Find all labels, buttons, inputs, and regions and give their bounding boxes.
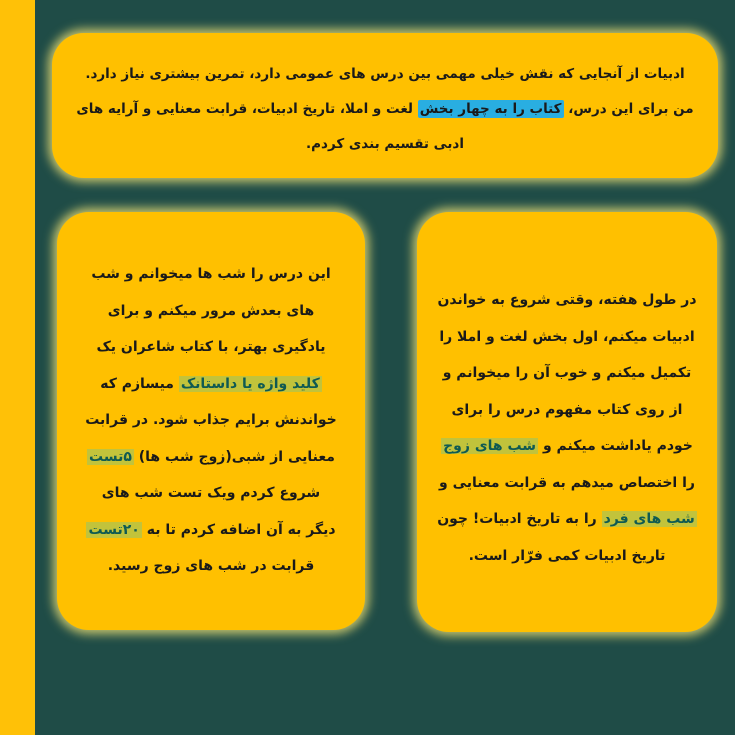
intro-card	[52, 33, 718, 178]
intro-line-1: ادبیات از آنجایی که نقش خیلی مهمی بین درس های عمومی دارد، تمرین بیشتری نیاز دارد.	[85, 66, 685, 82]
right-line-5	[429, 428, 705, 465]
left-line-6	[71, 439, 351, 476]
left-line-3: یادگیری بهتر، با کتاب شاعران یک	[96, 339, 326, 355]
intro-line-2-start: من برای این درس،	[563, 101, 694, 117]
left-line-9: قرابت در شب های زوج رسید.	[107, 558, 315, 574]
left-line-8	[71, 512, 351, 549]
twenty-tests-highlight: ۲۰تست	[88, 521, 140, 538]
right-line-7-end: را به تاریخ ادبیات! چون	[437, 511, 602, 527]
left-line-4	[71, 366, 351, 403]
intro-line-2-end: لغت و املا، تاریخ ادبیات، قرابت معنایی و آرایه های	[76, 101, 418, 117]
right-line-5-start: خودم یاداشت میکنم و	[538, 438, 693, 454]
weekly-plan-card	[417, 212, 717, 632]
left-line-7: شروع کردم ویک تست شب های	[101, 485, 321, 501]
keyword-story-highlight: کلید واژه یا داستانک	[180, 375, 320, 392]
intro-line-2	[70, 92, 700, 127]
right-line-3: تکمیل میکنم و خوب آن را میخوانم و	[442, 365, 692, 381]
left-line-1: این درس را شب ها میخوانم و شب	[91, 266, 331, 282]
five-tests-highlight: ۵تست	[89, 448, 132, 465]
right-line-2: ادبیات میکنم، اول بخش لغت و املا را	[439, 328, 695, 345]
left-accent-stripe	[0, 0, 35, 735]
left-line-2: های بعدش مرور میکنم و برای	[107, 302, 315, 319]
right-line-4: از روی کتاب مفهوم درس را برای	[451, 401, 683, 418]
left-line-5: خواندنش برایم جذاب شود. در قرابت	[85, 412, 337, 428]
left-line-8-start: دیگر به آن اضافه کردم تا به	[141, 521, 336, 538]
qarabat-card	[57, 212, 365, 630]
left-line-4-end: میسازم که	[100, 375, 179, 392]
odd-nights-highlight: شب های فرد	[603, 511, 695, 527]
right-line-8: تاریخ ادبیات کمی فرّار است.	[468, 547, 666, 564]
left-line-6-start: معنایی از شبی(زوج شب ها)	[133, 448, 335, 465]
right-line-6: را اختصاص میدهم به قرابت معنایی و	[439, 474, 695, 491]
intro-line-3: ادبی تقسیم بندی کردم.	[306, 136, 464, 152]
even-nights-highlight: شب های زوج	[443, 438, 537, 454]
right-line-1: در طول هفته، وقتی شروع به خواندن	[437, 292, 697, 308]
four-parts-highlight: کتاب را به چهار بخش	[419, 101, 562, 117]
right-line-7	[429, 501, 705, 538]
